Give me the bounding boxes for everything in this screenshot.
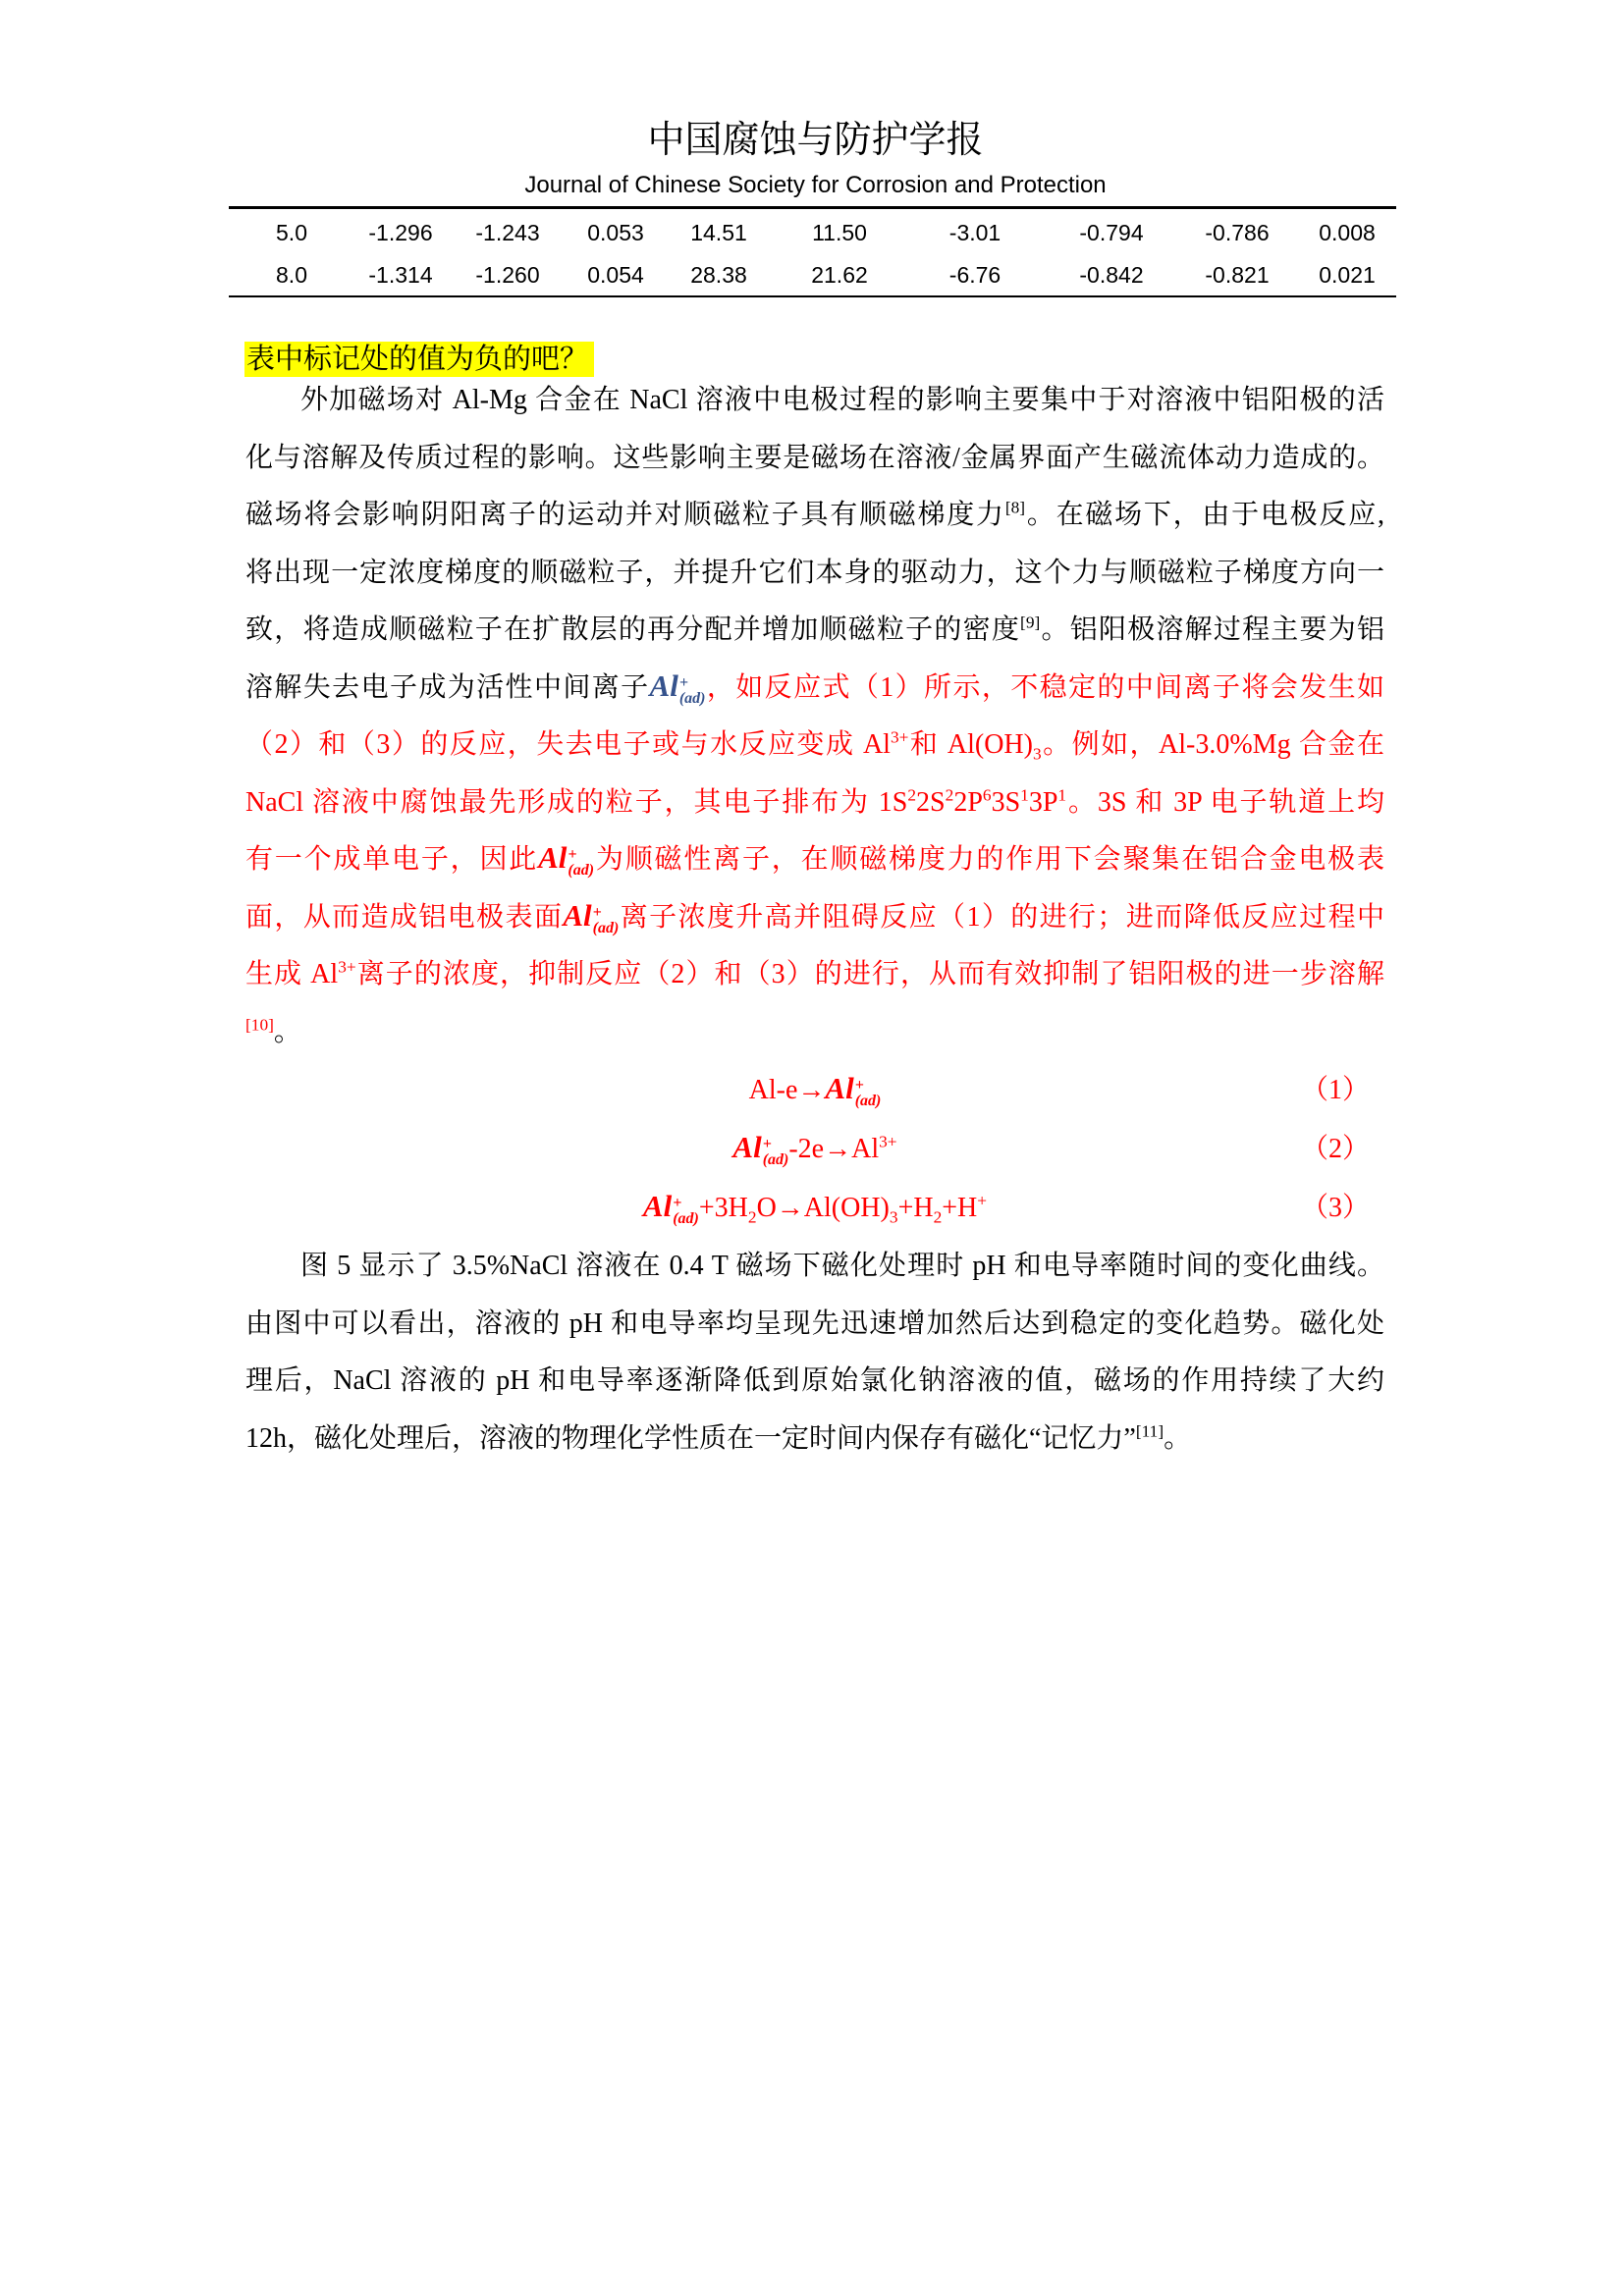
subscript: 3	[889, 1207, 898, 1227]
ion-scripts	[763, 1137, 789, 1168]
al-ad-ion-symbol	[732, 1130, 789, 1168]
ion-base: Al	[563, 897, 592, 933]
ion-scripts	[679, 675, 706, 707]
paragraph-line	[245, 430, 1384, 488]
revised-text-segment: 离子浓度升高并阻碍反应（1）的进行；进而降低反应过程中	[619, 901, 1384, 933]
revised-text-segment: 离子的浓度，抑制反应（2）和（3）的进行，从而有效抑制了铝阳极的进一步溶解	[355, 959, 1384, 989]
equation-text: Al-e→	[748, 1075, 826, 1105]
ion-scripts	[568, 847, 594, 879]
paragraph-line	[245, 660, 1384, 718]
table-cell: -0.821	[1205, 262, 1270, 288]
equation-text: +H	[942, 1193, 978, 1223]
table-cell: -0.794	[1079, 220, 1144, 245]
equation-body	[642, 1189, 988, 1227]
table-cell: -6.76	[948, 262, 1001, 288]
paragraph-line	[245, 1411, 1384, 1468]
text-segment: 溶解失去电子成为活性中间离子	[245, 671, 650, 703]
text-segment: 12h，磁化处理后，溶液的物理化学性质在一定时间内保存有磁化“记忆力”	[245, 1422, 1136, 1454]
revised-text-segment: 。3S 和 3P 电子轨道上均	[1066, 786, 1384, 818]
equation-text: -2e→Al	[788, 1134, 880, 1164]
paragraph-line	[245, 1296, 1384, 1354]
equation-text: O→Al(OH)	[756, 1193, 890, 1223]
paragraph-line	[245, 602, 1384, 660]
text-segment: 理后，NaCl 溶液的 pH 和电导率逐渐降低到原始氯化钠溶液的值，磁场的作用持续了大约	[245, 1365, 1384, 1396]
table-bottom-rule	[229, 295, 1396, 297]
reaction-equations	[245, 1061, 1384, 1238]
equation-1	[245, 1061, 1384, 1120]
table-cell: 8.0	[276, 262, 307, 288]
table-cell: -3.01	[948, 220, 1001, 245]
table-cell: -1.243	[475, 220, 540, 245]
table-cell: 0.021	[1319, 262, 1376, 288]
equation-number: （1）	[1300, 1075, 1370, 1105]
al-ad-ion-symbol	[825, 1071, 882, 1109]
text-segment: 。	[1164, 1422, 1192, 1454]
table-row	[0, 218, 1624, 247]
text-segment: 致，将造成顺磁粒子在扩散层的再分配并增加顺磁粒子的密度	[245, 614, 1021, 645]
paragraph-line	[245, 487, 1384, 545]
superscript: 1	[1057, 785, 1067, 805]
revised-text-segment: 为顺磁性离子，在顺磁梯度力的作用下会聚集在铝合金电极表	[594, 844, 1384, 875]
ion-scripts	[673, 1196, 699, 1227]
ion-state: (ad)	[678, 689, 706, 707]
paragraph-line	[245, 774, 1384, 832]
superscript: 3+	[890, 727, 909, 747]
citation-superscript: [9]	[1020, 613, 1041, 632]
ion-charge: +	[592, 903, 602, 921]
paragraph-figure5-discussion	[245, 1238, 1384, 1468]
equation-number: （3）	[1300, 1193, 1370, 1223]
text-segment: 外加磁场对 Al-Mg 合金在 NaCl 溶液中电极过程的影响主要集中于对溶液中铝阳极的活	[300, 385, 1384, 415]
text-segment: 图 5 显示了 3.5%NaCl 溶液在 0.4 T 磁场下磁化处理时 pH 和电导率随时间的变化曲线。	[300, 1251, 1384, 1281]
table-cell: -0.842	[1079, 262, 1144, 288]
text-segment: 。在磁场下，由于电极反应,	[1025, 500, 1384, 530]
ion-charge: +	[673, 1195, 682, 1211]
equation-2	[245, 1120, 1384, 1179]
article-body	[245, 372, 1384, 1468]
equation-body	[732, 1130, 897, 1168]
al-ad-ion-symbol	[649, 667, 706, 707]
paragraph-line	[245, 1353, 1384, 1411]
al-ad-ion-symbol	[563, 897, 620, 936]
ion-base: Al	[732, 1130, 762, 1164]
paragraph-line	[245, 1238, 1384, 1296]
citation-superscript: [10]	[245, 1015, 274, 1035]
text-segment: 。	[273, 1016, 301, 1047]
table-cell: -1.296	[368, 220, 433, 245]
revised-text-segment: 3P	[1028, 786, 1058, 818]
citation-superscript: [8]	[1004, 498, 1026, 517]
journal-title-cn: 中国腐蚀与防护学报	[647, 120, 984, 161]
ion-charge: +	[762, 1136, 772, 1152]
subscript: 3	[1032, 744, 1042, 764]
superscript: 3+	[338, 957, 356, 977]
ion-scripts	[593, 905, 620, 936]
equation-text: +3H	[698, 1193, 748, 1223]
ion-charge: +	[568, 846, 577, 863]
text-segment: 将出现一定浓度梯度的顺磁粒子，并提升它们本身的驱动力，这个力与顺磁粒子梯度方向一	[245, 557, 1384, 588]
text-segment: 。铝阳极溶解过程主要为铝	[1040, 614, 1384, 645]
ion-charge: +	[854, 1077, 864, 1094]
table-cell: -1.260	[475, 262, 540, 288]
table-cell: -0.786	[1205, 220, 1270, 245]
equation-3	[245, 1179, 1384, 1238]
revised-text-segment: 3S	[991, 786, 1021, 818]
subscript: 2	[933, 1207, 943, 1227]
paragraph-line	[245, 717, 1384, 774]
ion-state: (ad)	[762, 1151, 789, 1168]
paragraph-line	[245, 372, 1384, 430]
paragraph-line	[245, 831, 1384, 889]
ion-charge: +	[678, 673, 688, 691]
table-cell: 0.054	[587, 262, 644, 288]
revised-text-segment: 。例如，Al-3.0%Mg 合金在	[1041, 729, 1385, 760]
revised-text-segment: NaCl 溶液中腐蚀最先形成的粒子，其电子排布为 1S	[245, 786, 908, 818]
equation-body	[748, 1071, 882, 1109]
table-cell: 0.053	[587, 220, 644, 245]
text-segment: 由图中可以看出，溶液的 pH 和电导率均呈现先迅速增加然后达到稳定的变化趋势。磁化处	[245, 1308, 1384, 1339]
superscript: 2	[907, 785, 917, 805]
table-cell: 21.62	[811, 262, 868, 288]
superscript: +	[977, 1191, 988, 1210]
ion-state: (ad)	[854, 1093, 882, 1109]
ion-state: (ad)	[592, 919, 620, 936]
header-rule	[229, 206, 1396, 209]
table-cell: 28.38	[690, 262, 747, 288]
superscript: 3+	[879, 1132, 897, 1151]
table-cell: -1.314	[368, 262, 433, 288]
revised-text-segment: 面，从而造成铝电极表面	[245, 901, 564, 933]
table-row	[0, 260, 1624, 290]
equation-text: +H	[897, 1193, 934, 1223]
text-segment: 化与溶解及传质过程的影响。这些影响主要是磁场在溶液/金属界面产生磁流体动力造成的。	[245, 442, 1384, 473]
al-ad-ion-symbol	[642, 1189, 699, 1227]
citation-superscript: [11]	[1135, 1421, 1164, 1441]
journal-title-en: Journal of Chinese Society for Corrosion and Protection	[524, 172, 1107, 198]
revised-text-segment: 2S	[916, 786, 946, 818]
paragraph-line	[245, 545, 1384, 603]
al-ad-ion-symbol	[538, 840, 595, 879]
ion-base: Al	[825, 1071, 854, 1105]
highlighted-comment: 表中标记处的值为负的吧？	[244, 342, 594, 377]
table-cell: 14.51	[690, 220, 747, 245]
superscript: 1	[1020, 785, 1029, 805]
ion-scripts	[855, 1078, 882, 1109]
table-cell: 5.0	[276, 220, 307, 245]
revised-text-segment: 和 Al(OH)	[908, 729, 1033, 760]
revised-text-segment: ，如反应式（1）所示，不稳定的中间离子将会发生如	[705, 671, 1384, 703]
ion-base: Al	[649, 667, 678, 703]
table-cell: 11.50	[812, 220, 867, 245]
ion-base: Al	[642, 1189, 673, 1223]
subscript: 2	[747, 1207, 757, 1227]
ion-state: (ad)	[673, 1210, 699, 1227]
superscript: 6	[982, 785, 992, 805]
ion-base: Al	[538, 840, 568, 875]
paragraph-line	[245, 889, 1384, 947]
revised-text-segment: 生成 Al	[245, 959, 339, 989]
revised-text-segment: 2P	[953, 786, 983, 818]
revised-text-segment: 有一个成单电子，因此	[245, 844, 539, 875]
paragraph-magnetic-field-effect	[245, 372, 1384, 1061]
equation-number: （2）	[1300, 1134, 1370, 1164]
revised-text-segment: （2）和（3）的反应，失去电子或与水反应变成 Al	[245, 729, 891, 760]
table-cell: 0.008	[1319, 220, 1376, 245]
paragraph-line	[245, 1004, 1384, 1062]
paragraph-line	[245, 946, 1384, 1004]
text-segment: 磁场将会影响阴阳离子的运动并对顺磁粒子具有顺磁梯度力	[245, 500, 1005, 530]
ion-state: (ad)	[568, 862, 595, 879]
superscript: 2	[945, 785, 954, 805]
